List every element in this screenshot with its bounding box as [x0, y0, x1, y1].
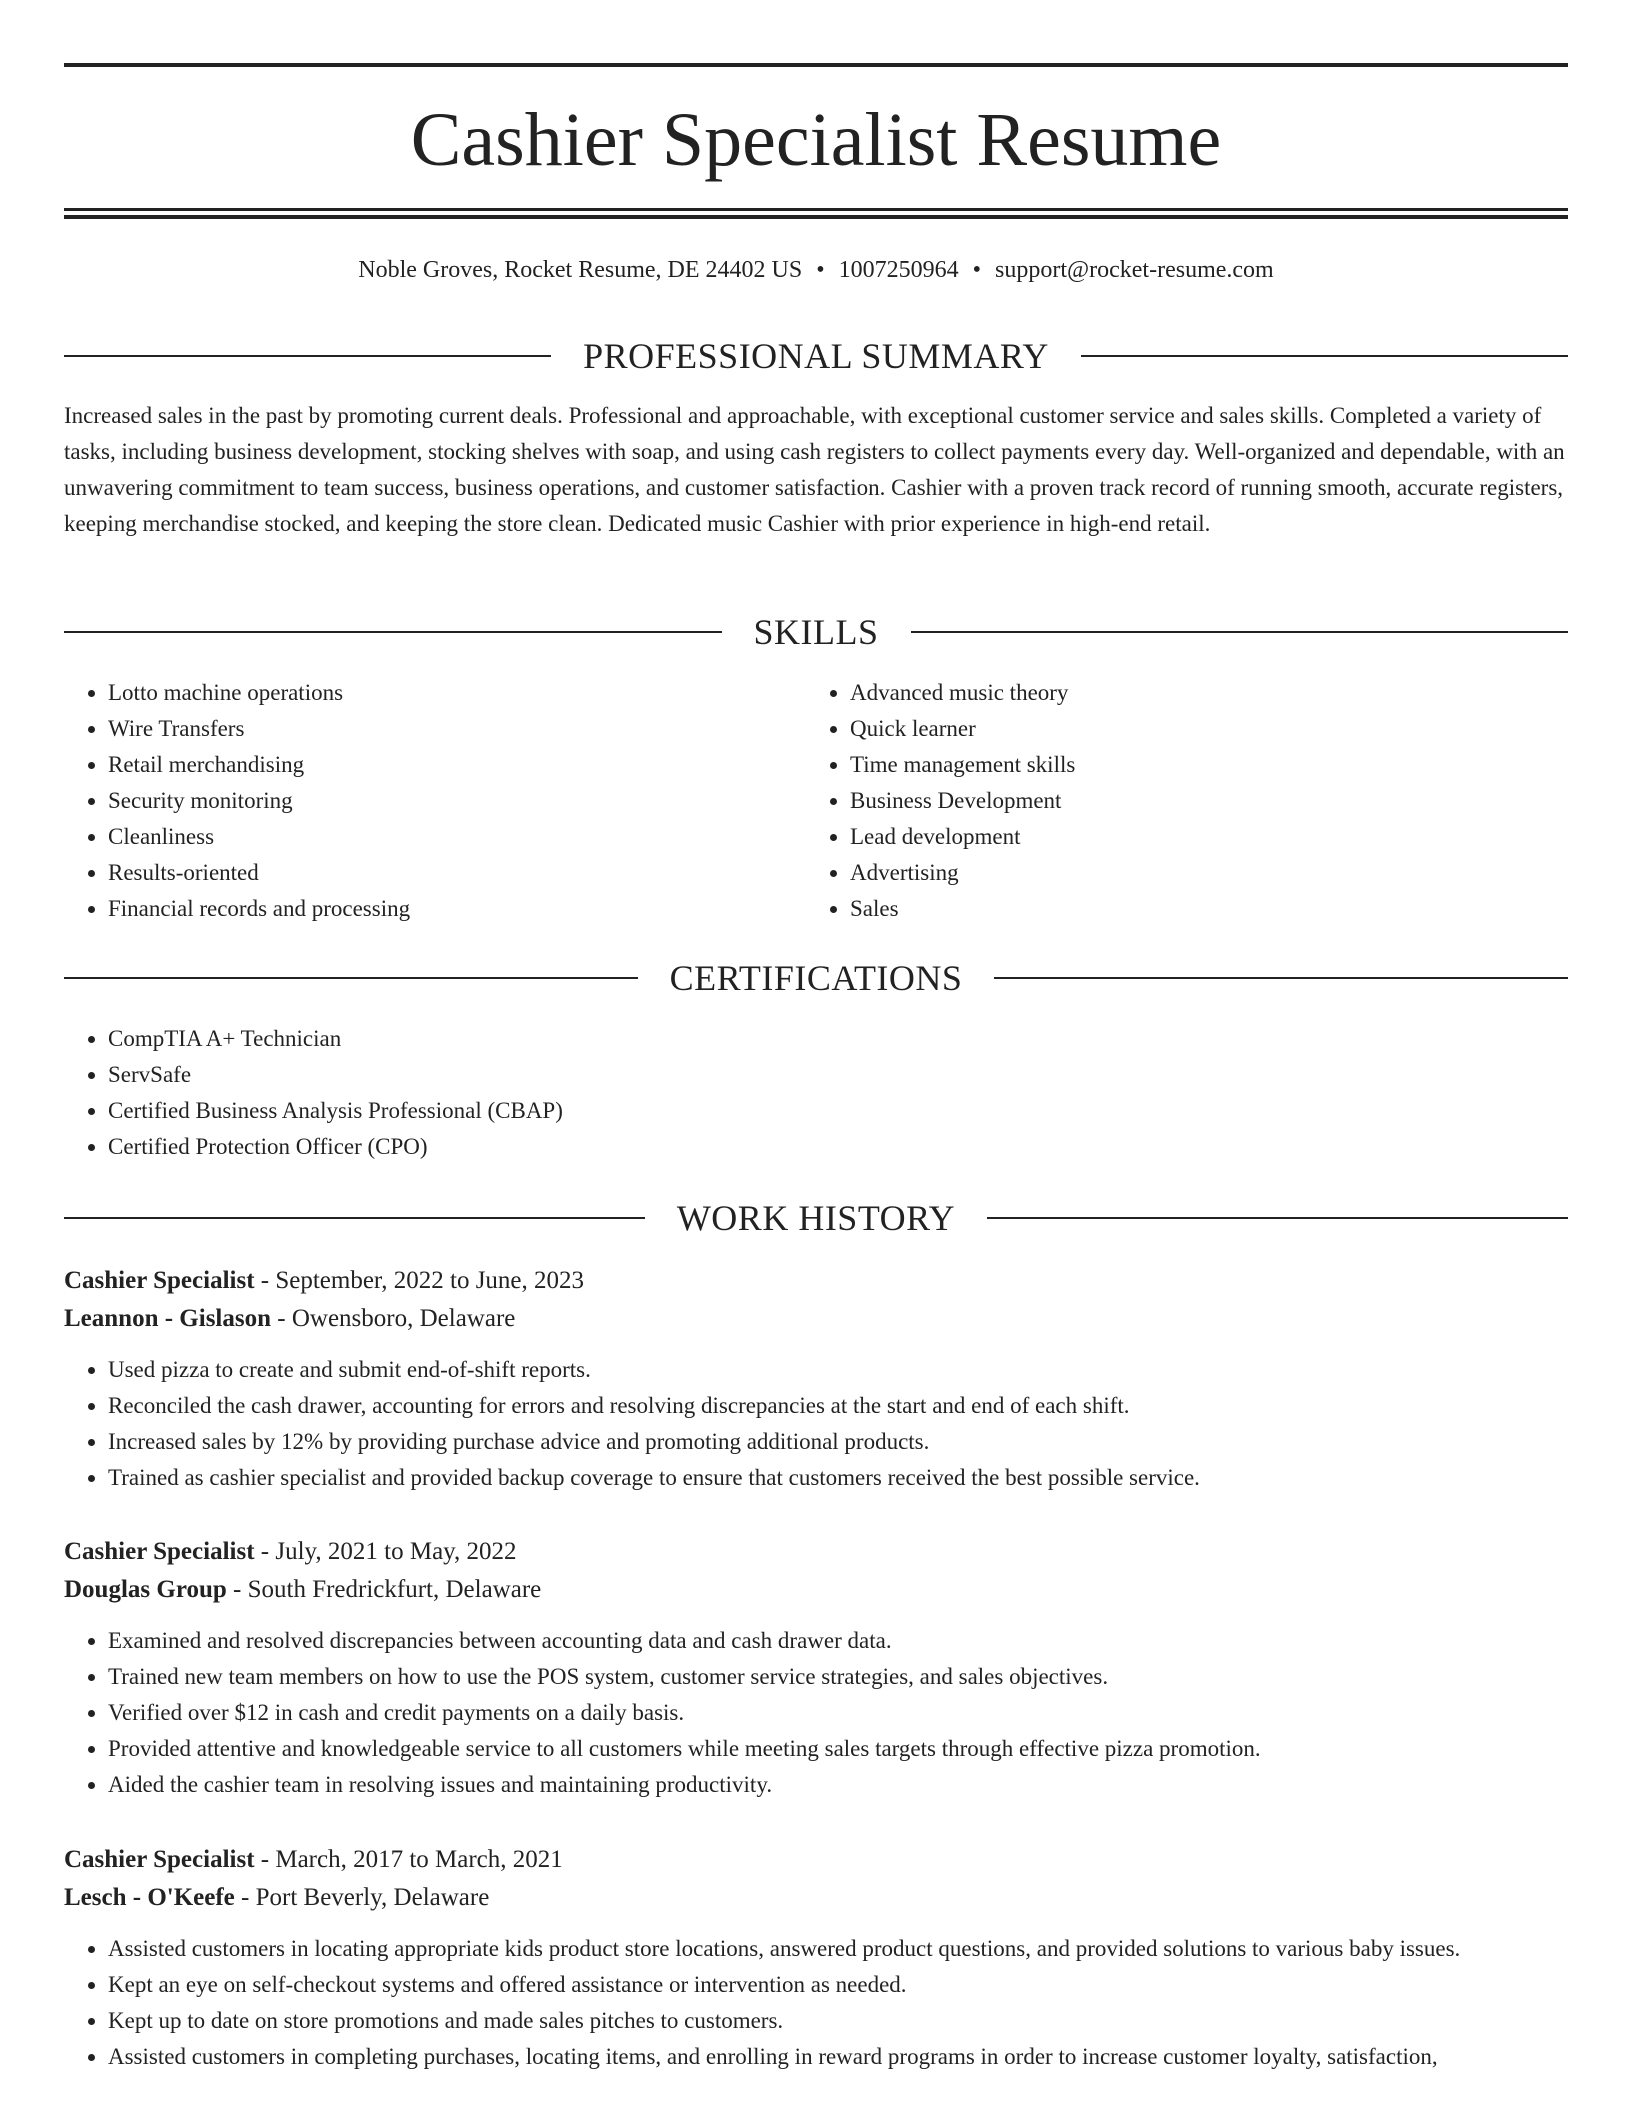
skills-list-right [806, 675, 1506, 927]
list-item: • Wire Transfers [108, 711, 764, 747]
list-item: • Time management skills [850, 747, 1506, 783]
list-item: • Sales [850, 891, 1506, 927]
skills-heading-label: SKILLS [753, 612, 879, 652]
list-item: • Trained new team members on how to use the POS system, customer service strategies, and sales objectives. [108, 1659, 1568, 1695]
job-title: Cashier Specialist [64, 1846, 255, 1873]
list-item: • Quick learner [850, 711, 1506, 747]
list-item: • Results-oriented [108, 855, 764, 891]
job-dates: - July, 2021 to May, 2022 [254, 1538, 517, 1565]
job-location: - Port Beverly, Delaware [234, 1884, 490, 1911]
job-title-line [64, 1533, 1568, 1571]
job-title-line [64, 1262, 1568, 1300]
contact-line [64, 252, 1568, 288]
contact-phone: 1007250964 [838, 257, 959, 283]
heading-rule-left [64, 631, 722, 633]
list-item: • Retail merchandising [108, 747, 764, 783]
list-item: • Cleanliness [108, 819, 764, 855]
summary-section-heading [64, 334, 1568, 378]
list-item: • Lotto machine operations [108, 675, 764, 711]
title-rule-lower [64, 215, 1568, 219]
certifications-list [64, 1021, 1568, 1165]
job-dates: - March, 2017 to March, 2021 [254, 1846, 563, 1873]
work-heading-label: WORK HISTORY [676, 1198, 956, 1238]
certifications-heading-label: CERTIFICATIONS [669, 958, 963, 998]
job-dates: - September, 2022 to June, 2023 [254, 1267, 585, 1294]
skills-column-right [806, 675, 1506, 927]
list-item: • Advanced music theory [850, 675, 1506, 711]
job-duties-list [64, 1623, 1568, 1803]
heading-rule-right [911, 631, 1569, 633]
list-item: • Examined and resolved discrepancies between accounting data and cash drawer data. [108, 1623, 1568, 1659]
job-title: Cashier Specialist [64, 1267, 255, 1294]
job-company: Douglas Group [64, 1576, 227, 1603]
skills-column-left [64, 675, 764, 927]
job-entry-3 [64, 1841, 1568, 2075]
list-item: • Financial records and processing [108, 891, 764, 927]
job-company-line [64, 1879, 1568, 1917]
contact-separator: • [972, 257, 982, 283]
list-item: • Certified Business Analysis Professional (CBAP) [108, 1093, 1568, 1129]
heading-rule-left [64, 355, 551, 357]
work-section-heading [64, 1196, 1568, 1240]
job-entry-2 [64, 1533, 1568, 1803]
list-item: • Increased sales by 12% by providing purchase advice and promoting additional products. [108, 1424, 1568, 1460]
skills-list-left [64, 675, 764, 927]
job-entry-1 [64, 1262, 1568, 1496]
list-item: • Trained as cashier specialist and provided backup coverage to ensure that customers received the best possible service. [108, 1460, 1568, 1496]
list-item: • Kept an eye on self-checkout systems and offered assistance or intervention as needed. [108, 1967, 1568, 2003]
top-rule [64, 63, 1568, 67]
summary-text: Increased sales in the past by promoting current deals. Professional and approachable, with exceptional customer service and sales skills. Completed a variety of tasks, including business development, stocking shelves with soap, and using cash registers to collect payments every day. Well-organized and dependable, with an unwavering commitment to team success, business operations, and customer satisfaction. Cashier with a proven track record of running smooth, accurate registers, keeping merchandise stocked, and keeping the store clean. Dedicated music Cashier with prior experience in high-end retail. [64, 403, 1565, 536]
job-company-line [64, 1571, 1568, 1609]
list-item: • CompTIA A+ Technician [108, 1021, 1568, 1057]
list-item: • Assisted customers in completing purchases, locating items, and enrolling in reward programs in order to increase customer loyalty, satisfaction, [108, 2039, 1568, 2075]
job-title: Cashier Specialist [64, 1538, 255, 1565]
contact-separator: • [816, 257, 825, 283]
certifications-section-heading [64, 956, 1568, 1000]
list-item: • Kept up to date on store promotions and made sales pitches to customers. [108, 2003, 1568, 2039]
job-duties-list [64, 1352, 1568, 1496]
list-item: • Used pizza to create and submit end-of-shift reports. [108, 1352, 1568, 1388]
job-company-line [64, 1300, 1568, 1338]
list-item: • Aided the cashier team in resolving issues and maintaining productivity. [108, 1767, 1568, 1803]
list-item: • Business Development [850, 783, 1506, 819]
job-title-line [64, 1841, 1568, 1879]
heading-rule-right [994, 977, 1568, 979]
list-item: • Verified over $12 in cash and credit payments on a daily basis. [108, 1695, 1568, 1731]
list-item: • Reconciled the cash drawer, accounting for errors and resolving discrepancies at the start and end of each shift. [108, 1388, 1568, 1424]
list-item: • Advertising [850, 855, 1506, 891]
list-item: • Security monitoring [108, 783, 764, 819]
list-item: • Certified Protection Officer (CPO) [108, 1129, 1568, 1165]
title-rule-upper [64, 208, 1568, 211]
contact-address: Noble Groves, Rocket Resume, DE 24402 US [358, 257, 803, 283]
job-duties-list [64, 1931, 1568, 2075]
job-location: - Owensboro, Delaware [271, 1305, 516, 1332]
list-item: • ServSafe [108, 1057, 1568, 1093]
contact-email: support@rocket-resume.com [995, 257, 1274, 283]
job-company: Lesch - O'Keefe [64, 1884, 235, 1911]
summary-heading-label: PROFESSIONAL SUMMARY [583, 336, 1049, 376]
list-item: • Provided attentive and knowledgeable service to all customers while meeting sales targets through effective pizza promotion. [108, 1731, 1568, 1767]
job-company: Leannon - Gislason [64, 1305, 272, 1332]
job-location: - South Fredrickfurt, Delaware [226, 1576, 542, 1603]
skills-section-heading [64, 610, 1568, 654]
heading-rule-right [1081, 355, 1568, 357]
heading-rule-right [987, 1217, 1568, 1219]
list-item: • Assisted customers in locating appropriate kids product store locations, answered product questions, and provided solutions to various baby issues. [108, 1931, 1568, 1967]
heading-rule-left [64, 977, 638, 979]
resume-title: Cashier Specialist Resume [410, 98, 1222, 182]
certifications-block [64, 1021, 1568, 1165]
list-item: • Lead development [850, 819, 1506, 855]
heading-rule-left [64, 1217, 645, 1219]
